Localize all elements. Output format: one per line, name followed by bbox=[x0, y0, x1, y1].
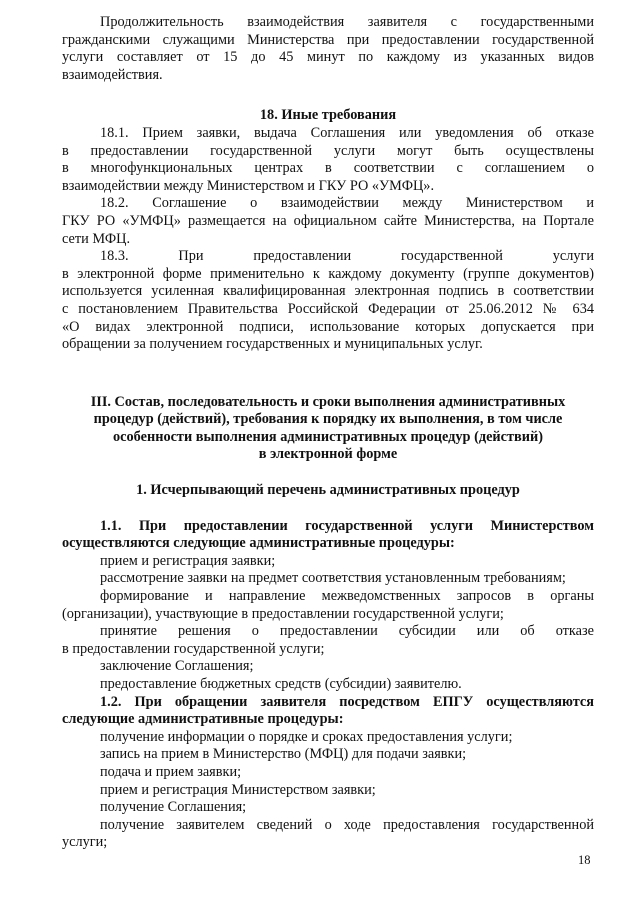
text-line: Продолжительность взаимодействия заявителя с государственными bbox=[100, 14, 594, 30]
text-line: следующие административные процедуры: bbox=[62, 711, 344, 728]
spacer bbox=[62, 84, 594, 107]
text-line: сети МФЦ. bbox=[62, 230, 131, 247]
paragraph-1-1 bbox=[62, 518, 594, 553]
list-item: рассмотрение заявки на предмет соответствия установленным требованиям; bbox=[100, 570, 566, 587]
list-item: получение информации о порядке и сроках предоставления услуги; bbox=[100, 728, 513, 745]
intro-paragraph bbox=[62, 14, 594, 84]
chapter-title bbox=[62, 394, 594, 464]
list-item: заключение Соглашения; bbox=[100, 658, 254, 675]
text-line: «О видах электронной подписи, использование которых допускается при bbox=[62, 318, 594, 335]
list-item: получение заявителем сведений о ходе предоставления государственной bbox=[100, 816, 594, 833]
text-line: ГКУ РО «УМФЦ» размещается на официальном сайте Министерства, на Портале bbox=[62, 212, 594, 229]
page-number: 18 bbox=[578, 853, 591, 867]
spacer bbox=[62, 500, 594, 518]
text-line: 1.2. При обращении заявителя посредством ЕПГУ осуществляются bbox=[100, 693, 594, 710]
list-item-continued: (организации), участвующие в предоставлении государственной услуги; bbox=[62, 605, 504, 622]
procedure-list-1 bbox=[62, 553, 594, 694]
text-line: осуществляются следующие административные процедуры: bbox=[62, 535, 455, 552]
text-line: взаимодействия. bbox=[62, 66, 163, 83]
list-item-continued: в предоставлении государственной услуги; bbox=[62, 640, 325, 657]
section-heading: 18. Иные требования bbox=[259, 107, 397, 124]
document-body bbox=[62, 14, 594, 852]
text-line: услуги составляет от 15 до 45 минут по каждому из указанных видов bbox=[62, 49, 594, 66]
subsection-heading: 1. Исчерпывающий перечень административных процедур bbox=[136, 482, 520, 499]
spacer bbox=[62, 464, 594, 482]
list-item: принятие решения о предоставлении субсидии или об отказе bbox=[100, 623, 594, 640]
paragraph-18-2 bbox=[62, 195, 594, 248]
spacer bbox=[62, 354, 594, 394]
text-line: в электронной форме применительно к каждому документу (группе документов) bbox=[62, 265, 594, 282]
text-line: взаимодействии между Министерством и ГКУ РО «УМФЦ». bbox=[62, 177, 435, 194]
list-item: подача и прием заявки; bbox=[100, 763, 242, 780]
text-line: 18.2. Соглашение о взаимодействии между Министерством и bbox=[100, 195, 594, 212]
list-item: прием и регистрация заявки; bbox=[100, 552, 276, 569]
text-line: используется усиленная квалифицированная электронная подпись в соответствии bbox=[62, 283, 594, 300]
text-line: в многофункциональных центрах в соответствии с соглашением о bbox=[62, 160, 594, 177]
list-item: прием и регистрация Министерством заявки; bbox=[100, 781, 376, 798]
text-line: с постановлением Правительства Российской Федерации от 25.06.2012 № 634 bbox=[62, 300, 594, 317]
text-line: гражданскими служащими Министерства при предоставлении государственной bbox=[62, 31, 594, 48]
list-item: запись на прием в Министерство (МФЦ) для подачи заявки; bbox=[100, 746, 467, 763]
paragraph-18-3 bbox=[62, 248, 594, 354]
list-item: предоставление бюджетных средств (субсидии) заявителю. bbox=[100, 676, 462, 692]
title-line: особенности выполнения административных процедур (действий) bbox=[113, 428, 543, 445]
paragraph-1-2 bbox=[62, 694, 594, 729]
list-item: формирование и направление межведомственных запросов в органы bbox=[100, 588, 594, 605]
text-line: обращении за получением государственных и муниципальных услуг. bbox=[62, 336, 483, 353]
paragraph-18-1 bbox=[62, 125, 594, 195]
list-item: получение Соглашения; bbox=[100, 799, 247, 816]
list-item-continued: услуги; bbox=[62, 834, 108, 851]
title-line: в электронной форме bbox=[258, 446, 398, 463]
text-line: 1.1. При предоставлении государственной услуги Министерством bbox=[100, 517, 594, 534]
text-line: в предоставлении государственной услуги могут быть осуществлены bbox=[62, 142, 594, 159]
title-line: III. Состав, последовательность и сроки выполнения административных bbox=[90, 393, 566, 410]
title-line: процедур (действий), требования к порядку их выполнения, в том числе bbox=[93, 411, 563, 428]
text-line: 18.1. Прием заявки, выдача Соглашения или уведомления об отказе bbox=[100, 124, 594, 141]
text-line: 18.3. При предоставлении государственной услуги bbox=[100, 248, 594, 265]
procedure-list-2 bbox=[62, 729, 594, 852]
